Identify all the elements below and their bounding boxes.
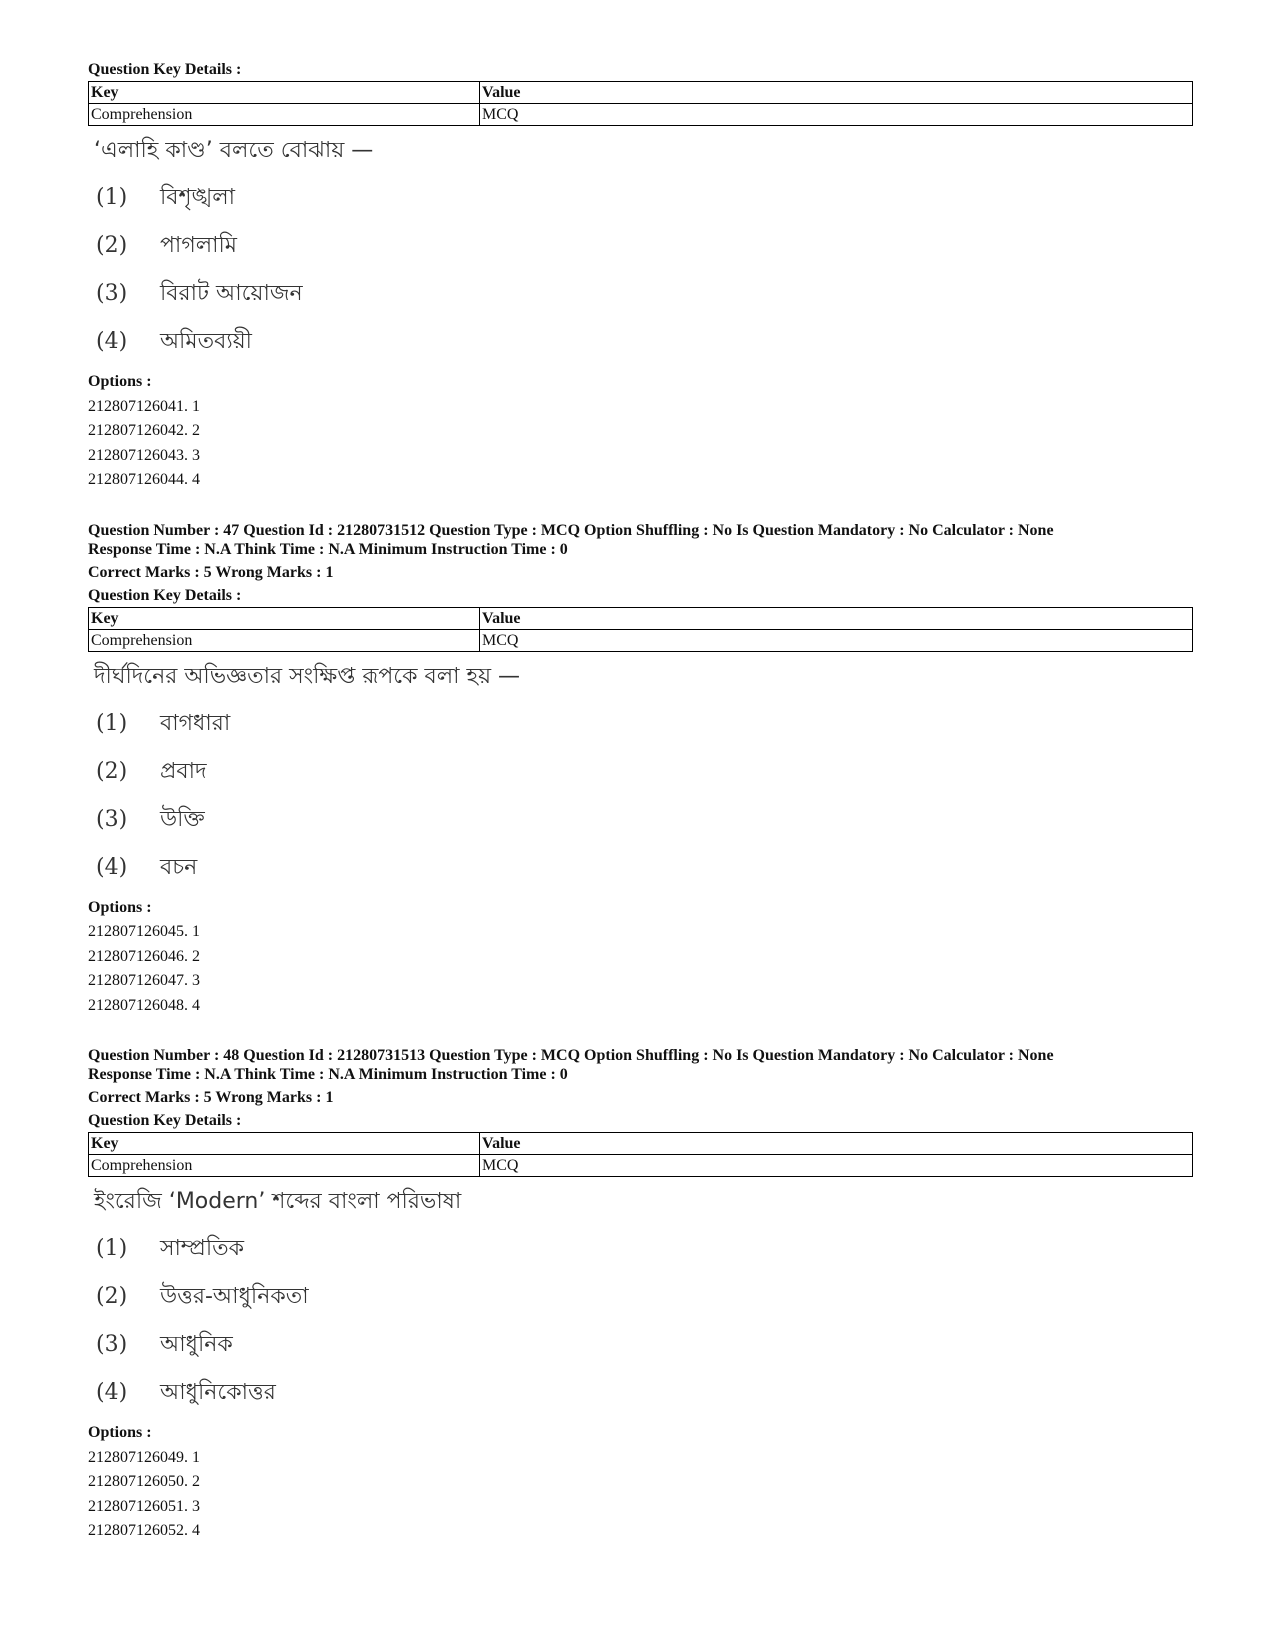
question-marks: Correct Marks : 5 Wrong Marks : 1 [88,1089,334,1106]
choice-1 [96,178,1193,226]
key-cell: Comprehension [89,104,480,126]
choice-4 [96,322,1193,370]
choice-2 [96,226,1193,274]
question-header: Question Number : 48 Question Id : 21280731513 Question Type : MCQ Option Shuffling : No Is Question Mandatory : No Calculator : None [88,1047,1054,1064]
options-list [88,896,1193,1019]
option-item: 212807126043. 3 [88,446,200,464]
option-item: 212807126049. 1 [88,1448,200,1466]
key-header: Key [89,1133,480,1155]
choice-1 [96,1229,1193,1277]
choice-text: উত্তর-আধুনিকতা [160,1284,309,1309]
key-details-table [88,81,1193,126]
question-timing: Response Time : N.A Think Time : N.A Minimum Instruction Time : 0 [88,540,568,558]
question-header: Question Number : 47 Question Id : 21280731512 Question Type : MCQ Option Shuffling : No Is Question Mandatory : No Calculator : None [88,521,1054,539]
value-header: Value [480,1133,1193,1155]
choice-number: (3) [96,1332,128,1357]
question-47-block [88,521,1193,1019]
question-stem: দীর্ঘদিনের অভিজ্ঞতার সংক্ষিপ্ত রূপকে বলা হয় — [94,663,521,689]
table-row [89,1155,1193,1177]
choice-4 [96,1373,1193,1421]
key-details-table [88,607,1193,652]
option-item: 212807126046. 2 [88,947,200,965]
option-item: 212807126051. 3 [88,1497,200,1515]
choice-text: পাগলামি [160,233,238,258]
question-marks: Correct Marks : 5 Wrong Marks : 1 [88,563,334,581]
table-row [89,104,1193,126]
choice-number: (3) [96,806,128,832]
option-item: 212807126050. 2 [88,1473,200,1490]
question-timing: Response Time : N.A Think Time : N.A Minimum Instruction Time : 0 [88,1066,568,1083]
question-stem: ‘এলাহি কাণ্ড’ বলতে বোঝায় — [94,138,374,163]
choice-2 [96,752,1193,800]
table-header-row [89,607,1193,629]
key-header: Key [89,607,480,629]
question-paper-page [88,60,1193,1544]
choice-text: সাম্প্রতিক [160,1236,245,1261]
options-list [88,370,1193,493]
choice-4 [96,848,1193,896]
choice-text: বিশৃঙ্খলা [160,185,236,210]
choice-number: (2) [96,233,128,258]
option-item: 212807126042. 2 [88,422,200,439]
option-item: 212807126048. 4 [88,996,200,1014]
choice-number: (4) [96,329,128,354]
key-details-label: Question Key Details : [88,61,242,78]
choice-number: (1) [96,710,128,736]
choice-3 [96,1325,1193,1373]
choice-2 [96,1277,1193,1325]
choice-1 [96,704,1193,752]
choice-text: বচন [160,854,198,880]
question-46-block [88,60,1193,493]
choice-text: আধুনিক [160,1332,233,1357]
question-48-block [88,1046,1193,1544]
options-list [88,1421,1193,1544]
key-cell: Comprehension [89,629,480,651]
table-header-row [89,82,1193,104]
choice-text: আধুনিকোত্তর [160,1380,276,1405]
value-header: Value [480,607,1193,629]
key-header: Key [89,82,480,104]
option-item: 212807126041. 1 [88,397,200,415]
question-stem: ইংরেজি ‘Modern’ শব্দের বাংলা পরিভাষা [94,1189,462,1214]
options-label: Options : [88,1424,152,1441]
choice-number: (2) [96,1284,128,1309]
value-cell: MCQ [480,629,1193,651]
key-details-table [88,1132,1193,1177]
options-label: Options : [88,373,152,390]
choice-text: উক্তি [160,806,205,832]
options-label: Options : [88,898,152,916]
option-item: 212807126044. 4 [88,471,200,488]
choice-number: (3) [96,281,128,306]
choice-number: (4) [96,1380,128,1405]
choice-number: (2) [96,758,128,784]
choice-3 [96,274,1193,322]
choice-number: (4) [96,854,128,880]
value-cell: MCQ [480,1155,1193,1177]
choice-text: বিরাট আয়োজন [160,281,303,306]
value-header: Value [480,82,1193,104]
option-item: 212807126047. 3 [88,972,200,989]
choice-number: (1) [96,1236,128,1261]
option-item: 212807126052. 4 [88,1522,200,1539]
table-header-row [89,1133,1193,1155]
choice-text: বাগধারা [160,710,231,736]
key-details-label: Question Key Details : [88,1112,242,1129]
key-details-label: Question Key Details : [88,586,242,604]
choice-text: অমিতব্যয়ী [160,329,252,354]
choice-text: প্রবাদ [160,758,207,784]
key-cell: Comprehension [89,1155,480,1177]
choice-3 [96,800,1193,848]
choice-number: (1) [96,185,128,210]
table-row [89,629,1193,651]
value-cell: MCQ [480,104,1193,126]
option-item: 212807126045. 1 [88,923,200,940]
